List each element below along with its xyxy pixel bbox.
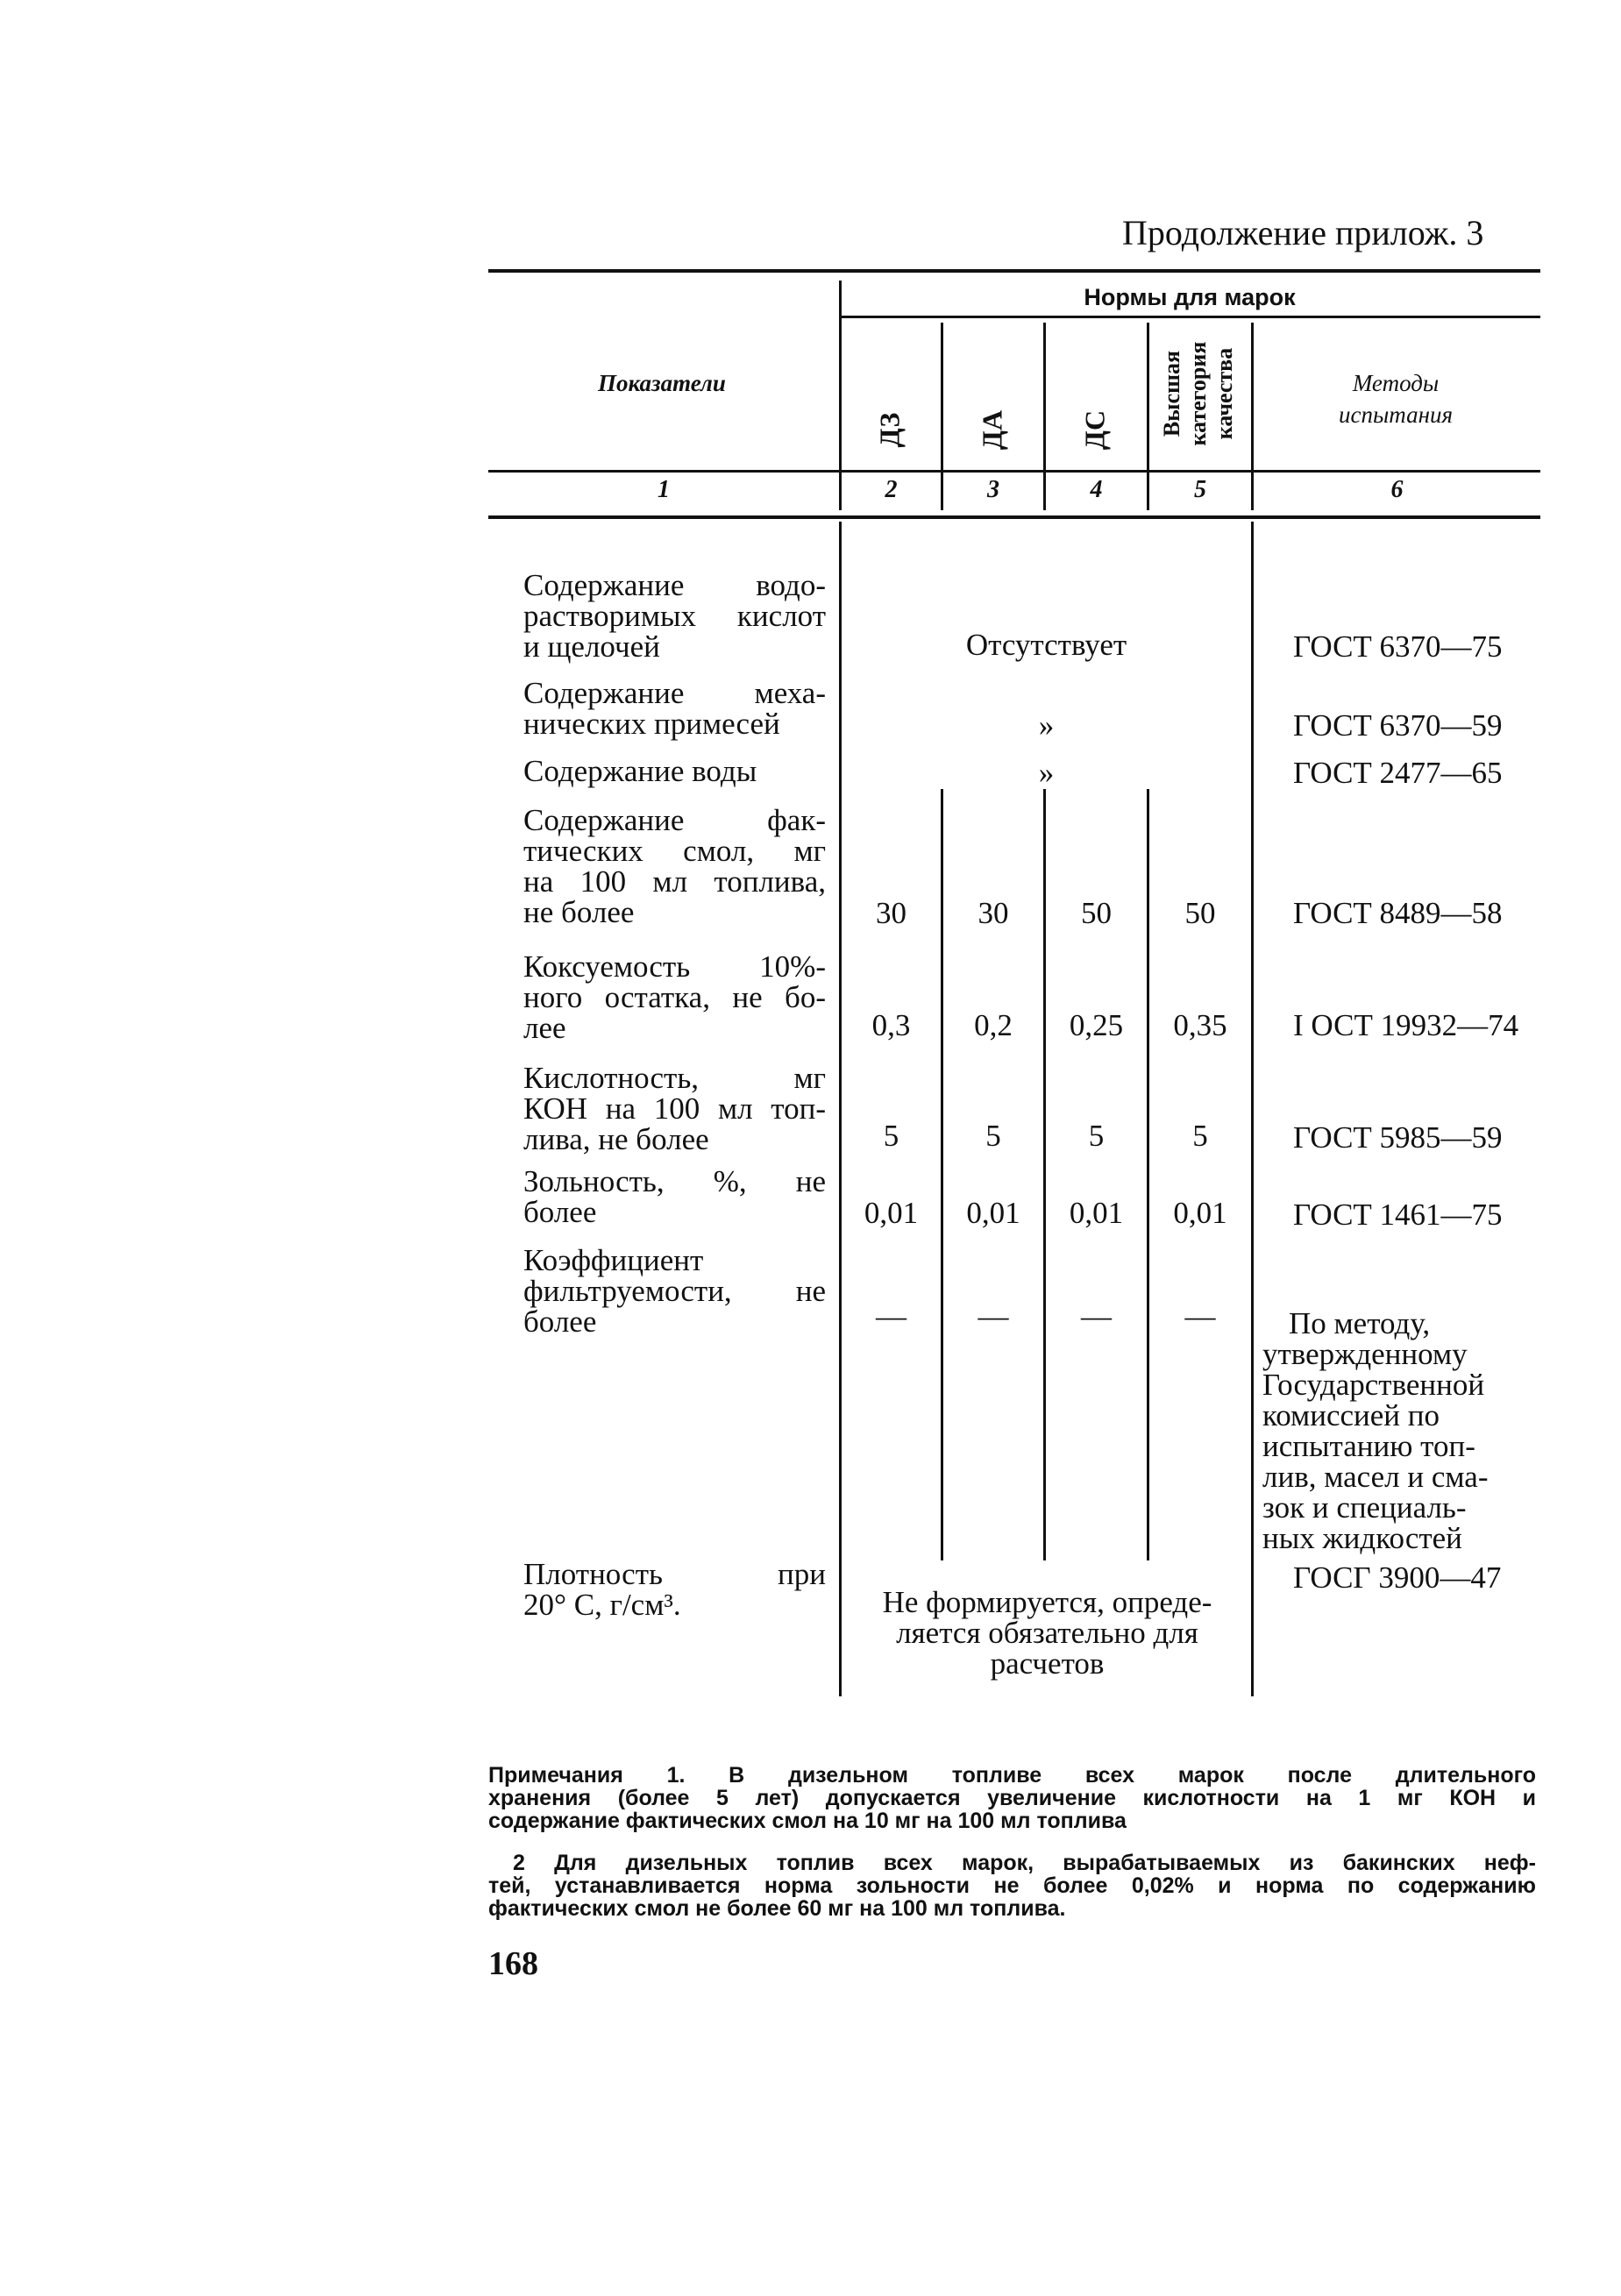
colnum-6: 6 <box>1390 476 1404 503</box>
colnum-5: 5 <box>1194 476 1206 503</box>
indicator-line: ного остатка, не бо- <box>523 980 826 1014</box>
methods-header-line2: испытания <box>1338 402 1454 428</box>
value-resins-ds: 50 <box>1081 896 1112 930</box>
body-vline-methods <box>1251 522 1254 1696</box>
method-line: зок и специаль- <box>1262 1490 1467 1525</box>
indicator-line: нических примесей <box>523 707 780 741</box>
indicator-line: Содержание водо- <box>523 568 826 602</box>
indicator-filterability <box>523 1245 826 1337</box>
body-vline-indicators <box>839 522 842 1696</box>
method-line: Государственной <box>1262 1368 1485 1402</box>
indicator-line: Коэффициент <box>523 1243 704 1277</box>
method-row-6: ГОСТ 5985—59 <box>1293 1120 1503 1155</box>
value-coking-ds: 0,25 <box>1069 1008 1124 1042</box>
indicator-water-soluble-acids <box>523 570 826 662</box>
value-coking-dz: 0,3 <box>871 1008 911 1042</box>
indicators-header: Показатели <box>598 370 726 396</box>
indicator-density <box>523 1559 826 1620</box>
indicator-line: КОН на 100 мл топ- <box>523 1091 826 1126</box>
value-ash-dz: 0,01 <box>864 1196 919 1230</box>
merged-line: Не формируется, опреде- <box>882 1585 1212 1619</box>
value-filter-quality: — <box>1184 1299 1216 1333</box>
value-coking-quality: 0,35 <box>1173 1008 1227 1042</box>
method-line: ных жидкостей <box>1262 1521 1462 1555</box>
quality-line-2: категория <box>1185 341 1211 446</box>
indicator-line: и щелочей <box>523 629 660 664</box>
table-top-rule <box>488 269 1540 273</box>
indicator-line: растворимых кислот <box>523 599 826 633</box>
methods-header-line1: Методы <box>1352 370 1440 396</box>
note-line: Примечания 1. В дизельном топливе всех марок после длительного <box>488 1763 1536 1788</box>
method-line: утвержденному <box>1262 1337 1468 1371</box>
colnum-2: 2 <box>885 476 898 503</box>
merged-value-absent: Отсутствует <box>965 628 1127 662</box>
indicator-line: Коксуемость 10%- <box>523 949 826 984</box>
method-row-9: ГОСГ 3900—47 <box>1293 1560 1502 1595</box>
quality-header <box>1150 323 1248 470</box>
method-line: лив, масел и сма- <box>1262 1460 1489 1494</box>
indicator-line: не более <box>523 895 635 929</box>
header-bottom-rule <box>488 470 1540 473</box>
value-filter-da: — <box>978 1299 1009 1333</box>
norms-group-rule <box>839 316 1540 318</box>
method-line: По методу, <box>1289 1306 1431 1340</box>
note-line: тей, устанавливается норма зольности не более 0,02% и норма по содержанию <box>488 1873 1536 1898</box>
value-acidity-dz: 5 <box>883 1119 899 1153</box>
value-ash-quality: 0,01 <box>1173 1196 1227 1230</box>
merged-value-ditto-1: » <box>1038 708 1055 743</box>
indicator-mech-impurities <box>523 678 826 739</box>
value-ash-ds: 0,01 <box>1069 1196 1124 1230</box>
indicator-acidity <box>523 1063 826 1155</box>
note-line: фактических смол не более 60 мг на 100 мл топлива. <box>488 1896 1066 1921</box>
colnum-bottom-rule <box>488 515 1540 519</box>
colnum-1: 1 <box>658 476 670 503</box>
note-line: содержание фактических смол на 10 мг на 100 мл топлива <box>488 1809 1127 1833</box>
grade-header-da: ДА <box>976 409 1008 451</box>
indicator-line: фильтруемости, не <box>523 1274 826 1308</box>
merged-line: ляется обязательно для <box>896 1616 1198 1650</box>
page-header: Продолжение прилож. 3 <box>1122 213 1484 252</box>
indicator-line: тических смол, мг <box>523 834 826 868</box>
value-filter-ds: — <box>1081 1299 1112 1333</box>
quality-line-3: качества <box>1212 347 1237 440</box>
method-row-7: ГОСТ 1461—75 <box>1293 1198 1503 1232</box>
method-line: комиссией по <box>1262 1398 1440 1432</box>
indicator-ash <box>523 1166 826 1227</box>
page-number: 168 <box>488 1945 538 1982</box>
value-ash-da: 0,01 <box>966 1196 1020 1230</box>
method-row-2: ГОСТ 6370—59 <box>1293 708 1503 743</box>
method-row-4: ГОСТ 8489—58 <box>1293 896 1503 930</box>
indicator-actual-resins <box>523 805 826 928</box>
method-row-8 <box>1262 1308 1534 1553</box>
indicator-line: Содержание воды <box>523 754 757 788</box>
value-resins-dz: 30 <box>876 896 906 930</box>
note-line: 2 Для дизельных топлив всех марок, вырабатываемых из бакинских неф- <box>513 1851 1536 1875</box>
grade-header-ds: ДС <box>1078 409 1111 451</box>
indicator-line: Плотность при <box>523 1557 826 1591</box>
colnum-3: 3 <box>987 476 999 503</box>
method-row-5: I ОСТ 19932—74 <box>1293 1008 1519 1042</box>
indicator-line: более <box>523 1304 597 1339</box>
indicator-line: более <box>523 1195 597 1229</box>
indicator-line: 20° С, г/см³. <box>523 1588 681 1622</box>
norms-group-header <box>839 282 1540 313</box>
indicator-line: Содержание меха- <box>523 676 826 710</box>
indicator-line: лее <box>523 1011 566 1045</box>
norms-group-text: Нормы для марок <box>1084 284 1296 310</box>
value-acidity-ds: 5 <box>1088 1119 1105 1153</box>
value-resins-da: 30 <box>978 896 1009 930</box>
indicator-line: лива, не более <box>523 1122 709 1156</box>
indicator-coking <box>523 951 826 1043</box>
merged-line: расчетов <box>990 1646 1105 1681</box>
value-coking-da: 0,2 <box>974 1008 1013 1042</box>
value-filter-dz: — <box>876 1299 906 1333</box>
indicator-line: Зольность, %, не <box>523 1164 826 1198</box>
merged-value-density <box>843 1587 1251 1679</box>
indicator-line: на 100 мл топлива, <box>523 864 826 899</box>
note-line: хранения (более 5 лет) допускается увеличение кислотности на 1 мг КОН и <box>488 1786 1536 1810</box>
note-2 <box>488 1852 1536 1920</box>
value-acidity-quality: 5 <box>1192 1119 1208 1153</box>
method-line: испытанию топ- <box>1262 1429 1475 1463</box>
method-row-1: ГОСТ 6370—75 <box>1293 629 1503 664</box>
indicator-line: Содержание фак- <box>523 803 826 837</box>
indicator-line: Кислотность, мг <box>523 1061 826 1095</box>
colnum-4: 4 <box>1090 476 1103 503</box>
indicator-water-content <box>523 756 826 786</box>
value-resins-quality: 50 <box>1184 896 1216 930</box>
grade-header-dz: ДЗ <box>873 412 906 448</box>
method-row-3: ГОСТ 2477—65 <box>1293 756 1503 790</box>
merged-value-ditto-2: » <box>1038 756 1055 790</box>
note-1 <box>488 1764 1536 1832</box>
quality-line-1: Высшая <box>1159 350 1184 437</box>
value-acidity-da: 5 <box>985 1119 1001 1153</box>
